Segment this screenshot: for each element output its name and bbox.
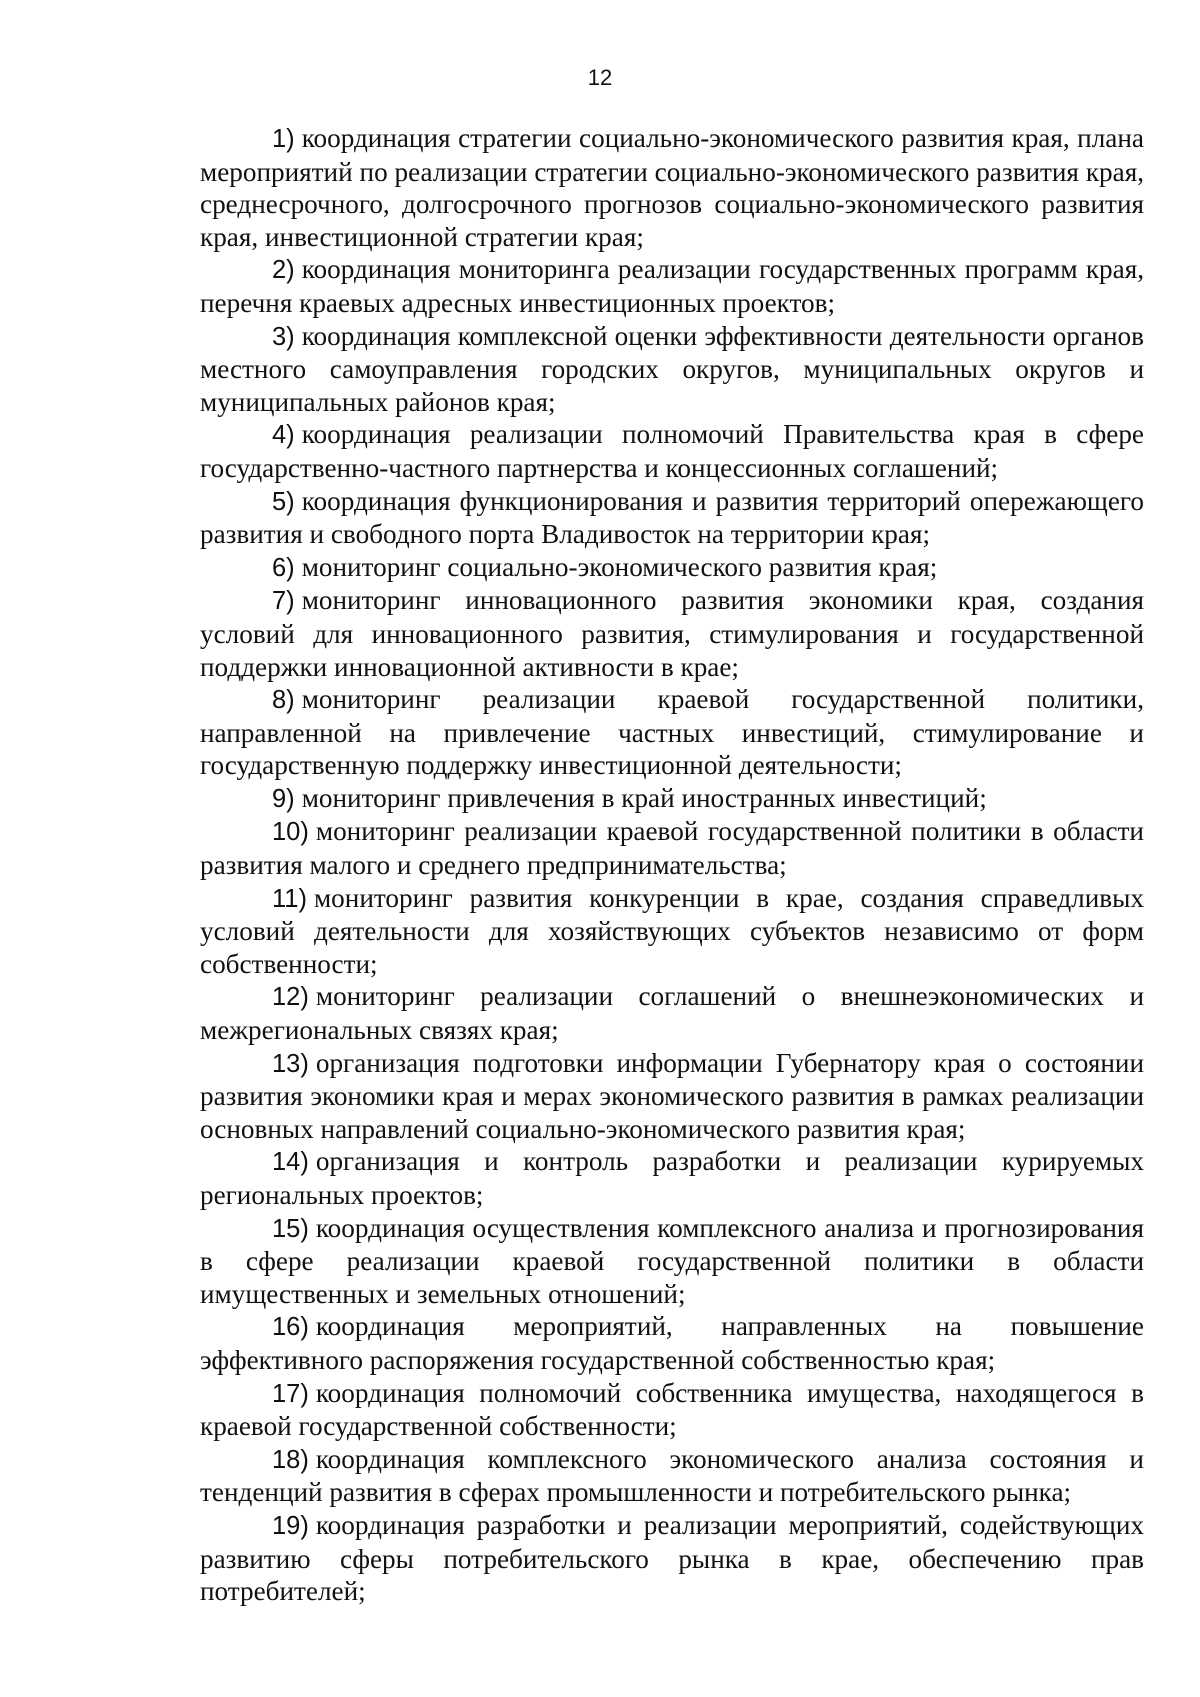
list-item xyxy=(200,1310,1144,1376)
item-text: координация полномочий собственника имущества, находящегося в краевой государственной собственности; xyxy=(200,1377,1144,1442)
list-item xyxy=(200,418,1144,484)
item-text: мониторинг инновационного развития экономики края, создания условий для инновационного развития, стимулирования и государственной поддержки инновационной активности в крае; xyxy=(200,585,1144,682)
item-number: 17) xyxy=(272,1379,309,1408)
item-number: 9) xyxy=(272,784,295,813)
list-item xyxy=(200,253,1144,319)
list-item xyxy=(200,683,1144,782)
item-text: мониторинг социально-экономического развития края; xyxy=(301,551,938,582)
item-text: организация подготовки информации Губернатору края о состоянии развития экономики края и мерах экономического развития в рамках реализации основных направлений социально-экономического развития края; xyxy=(200,1047,1144,1144)
item-number: 4) xyxy=(272,421,295,450)
item-number: 14) xyxy=(272,1148,309,1177)
list-item xyxy=(200,1377,1144,1443)
page-number: 12 xyxy=(587,65,613,90)
list-item xyxy=(200,1212,1144,1311)
list-item xyxy=(200,1047,1144,1146)
item-text: координация осуществления комплексного анализа и прогнозирования в сфере реализации краевой государственной политики в области имущественных и земельных отношений; xyxy=(200,1212,1144,1309)
item-text: координация разработки и реализации мероприятий, содействующих развитию сферы потребительского рынка в крае, обеспечению прав потребителей; xyxy=(200,1509,1144,1607)
item-text: координация мероприятий, направленных на повышение эффективного распоряжения государственной собственностью края; xyxy=(200,1311,1144,1375)
item-text: координация функционирования и развития территорий опережающего развития и свободного порта Владивосток на территории края; xyxy=(200,485,1144,550)
item-number: 1) xyxy=(272,125,295,153)
item-number: 3) xyxy=(272,322,295,351)
list-item xyxy=(200,1145,1144,1211)
item-text: мониторинг реализации краевой государственной политики, направленной на привлечение частных инвестиций, стимулирование и государственную поддержку инвестиционной деятельности; xyxy=(200,684,1144,781)
item-number: 18) xyxy=(272,1445,309,1474)
list-item xyxy=(200,980,1144,1046)
item-number: 11) xyxy=(272,884,307,913)
list-item xyxy=(200,1443,1144,1509)
item-text: мониторинг развития конкуренции в крае, создания справедливых условий деятельности для хозяйствующих субъектов независимо от форм собственности; xyxy=(200,882,1144,979)
item-number: 10) xyxy=(272,818,309,847)
item-number: 16) xyxy=(272,1313,309,1342)
item-number: 7) xyxy=(272,587,295,616)
item-number: 2) xyxy=(272,256,295,285)
item-number: 5) xyxy=(272,487,295,516)
list-item xyxy=(200,882,1144,981)
document-body xyxy=(200,122,1144,1608)
item-number: 6) xyxy=(272,553,295,582)
list-item xyxy=(200,815,1144,881)
item-text: координация стратегии социально-экономического развития края, плана мероприятий по реализации стратегии социально-экономического развития края, среднесрочного, долгосрочного прогнозов социально-экономического развития края, инвестиционной стратегии края; xyxy=(200,123,1144,252)
item-text: координация мониторинга реализации государственных программ края, перечня краевых адресных инвестиционных проектов; xyxy=(200,254,1144,318)
list-item xyxy=(200,782,1144,816)
list-item xyxy=(200,551,1144,585)
item-text: координация комплексного экономического анализа состояния и тенденций развития в сферах промышленности и потребительского рынка; xyxy=(200,1443,1144,1508)
item-number: 8) xyxy=(272,686,295,715)
list-item xyxy=(200,485,1144,551)
item-text: координация реализации полномочий Правительства края в сфере государственно-частного партнерства и концессионных соглашений; xyxy=(200,419,1144,483)
list-item xyxy=(200,1509,1144,1608)
list-item xyxy=(200,122,1144,253)
item-text: мониторинг реализации краевой государственной политики в области развития малого и среднего предпринимательства; xyxy=(200,816,1144,881)
item-text: мониторинг привлечения в край иностранных инвестиций; xyxy=(301,782,987,813)
list-item xyxy=(200,584,1144,683)
list-item xyxy=(200,320,1144,419)
item-number: 13) xyxy=(272,1049,309,1078)
item-text: координация комплексной оценки эффективности деятельности органов местного самоуправления городских округов, муниципальных округов и муниципальных районов края; xyxy=(200,320,1144,417)
item-number: 12) xyxy=(272,983,309,1012)
item-text: мониторинг реализации соглашений о внешнеэкономических и межрегиональных связях края; xyxy=(200,981,1144,1046)
item-number: 15) xyxy=(272,1214,309,1243)
item-text: организация и контроль разработки и реализации курируемых региональных проектов; xyxy=(200,1146,1144,1210)
item-number: 19) xyxy=(272,1511,309,1540)
